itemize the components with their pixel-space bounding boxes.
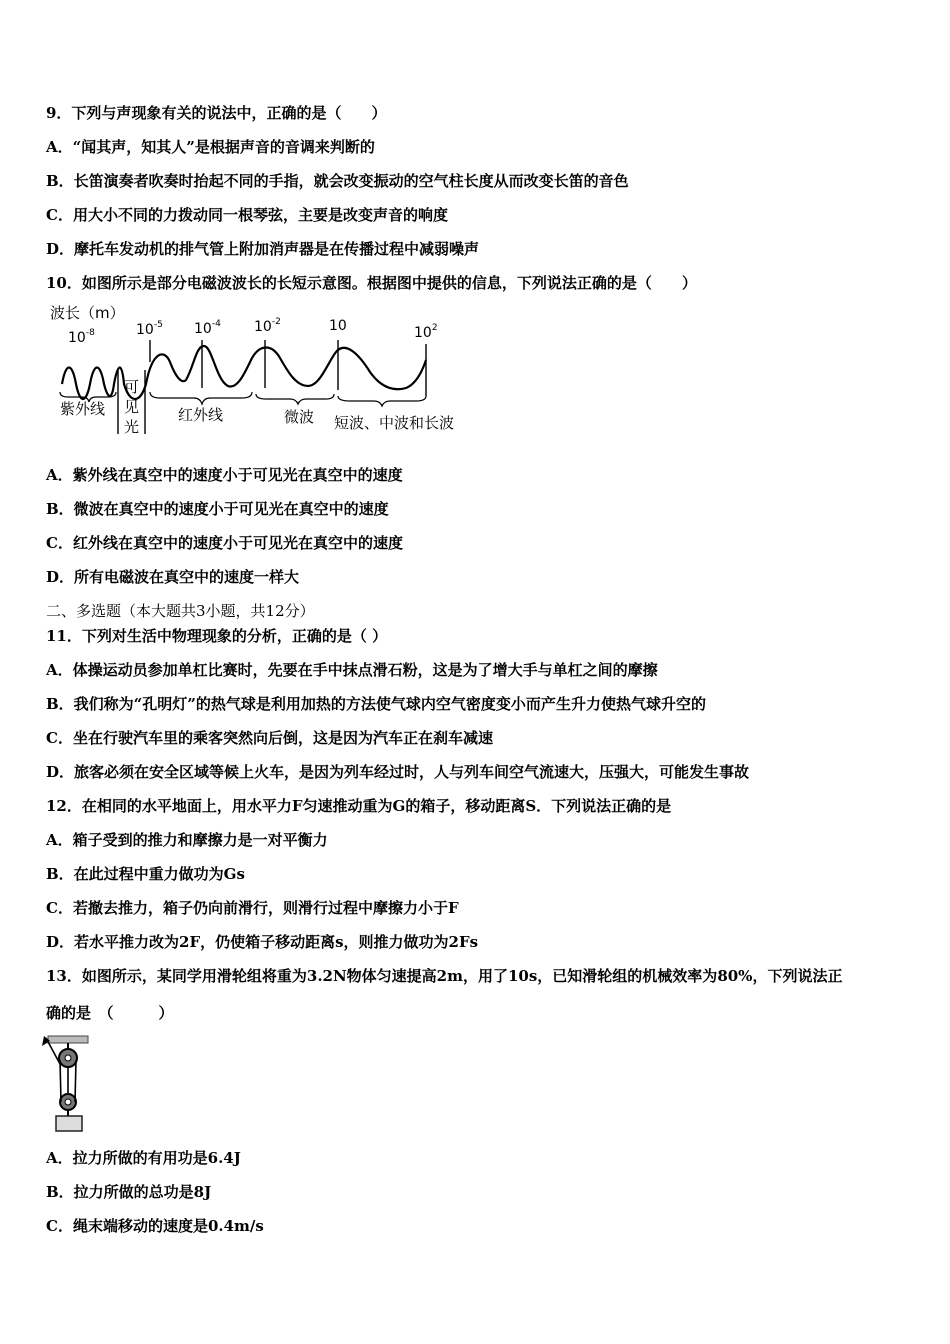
svg-text:10-2 [254,317,281,335]
q12-option-d: D．若水平推力改为2F，仍使箱子移动距离s，则推力做功为2Fs [46,933,479,951]
pulley-figure [38,1034,98,1136]
q9-stem: 9．下列与声现象有关的说法中，正确的是（ ） [46,104,387,122]
q9-option-b: B．长笛演奏者吹奏时抬起不同的手指，就会改变振动的空气柱长度从而改变长笛的音色 [46,172,629,190]
wavelength-axis-label: 波长（m） [50,304,125,322]
q13-stem-line-1: 13．如图所示，某同学用滑轮组将重为3.2N物体匀速提高2m，用了10s，已知滑轮组的机械效率为80%，下列说法正 [46,967,843,985]
q9-option-d: D．摩托车发动机的排气管上附加消声器是在传播过程中减弱噪声 [46,240,480,258]
q13-option-c: C．绳末端移动的速度是0.4m/s [46,1217,264,1235]
q11-option-c: C．坐在行驶汽车里的乘客突然向后倒，这是因为汽车正在刹车减速 [46,729,493,747]
svg-text:102 [414,323,438,341]
tick-base: 10 [254,319,272,335]
ceiling-beam [48,1036,88,1043]
q10-option-b: B．微波在真空中的速度小于可见光在真空中的速度 [46,500,389,518]
band-infrared: 红外线 [178,406,224,424]
q10-option-a: A．紫外线在真空中的速度小于可见光在真空中的速度 [46,466,403,484]
band-visible-3: 光 [124,418,140,436]
q9-option-a: A．“闻其声，知其人”是根据声音的音调来判断的 [46,138,375,156]
tick-exponent: -8 [85,328,95,338]
tick-base: 10 [136,322,154,338]
q12-option-c: C．若撤去推力，箱子仍向前滑行，则滑行过程中摩擦力小于F [46,899,459,917]
fixed-pulley-axle [65,1055,71,1061]
q11-option-d: D．旅客必须在安全区域等候上火车，是因为列车经过时，人与列车间空气流速大，压强大，可能发生事故 [46,763,750,781]
brace-infrared [150,392,252,404]
brace-radio [338,396,426,406]
q12-option-b: B．在此过程中重力做功为Gs [46,865,245,883]
tick-base: 10 [194,321,212,337]
movable-pulley-axle [65,1099,71,1105]
tick-exponent: -2 [271,317,281,327]
tick-exponent: 2 [431,323,438,333]
band-radio: 短波、中波和长波 [334,414,455,432]
em-spectrum-figure [46,300,486,440]
q10-option-d: D．所有电磁波在真空中的速度一样大 [46,568,300,586]
band-ultraviolet: 紫外线 [60,400,106,418]
band-microwave: 微波 [284,408,315,426]
section-heading: 二、多选题（本大题共3小题，共12分） [46,602,315,620]
q11-stem: 11．下列对生活中物理现象的分析，正确的是（ ） [46,627,388,645]
tick-base: 10 [329,318,347,334]
q12-option-a: A．箱子受到的推力和摩擦力是一对平衡力 [46,831,328,849]
svg-text:10 [329,318,347,334]
q12-stem: 12．在相同的水平地面上，用水平力F匀速推动重为G的箱子，移动距离S．下列说法正确的是 [46,797,672,815]
wave-line [62,346,426,399]
band-visible-1: 可 [124,378,140,396]
tick-base: 10 [414,325,432,341]
q11-option-a: A．体操运动员参加单杠比赛时，先要在手中抹点滑石粉，这是为了增大手与单杠之间的摩擦 [46,661,658,679]
brace-microwave [256,394,334,404]
tick-exponent: -4 [211,319,221,329]
load-block [56,1116,82,1131]
q10-stem: 10．如图所示是部分电磁波波长的长短示意图。根据图中提供的信息，下列说法正确的是（ ） [46,274,697,292]
q13-option-b: B．拉力所做的总功是8J [46,1183,212,1201]
q10-option-c: C．红外线在真空中的速度小于可见光在真空中的速度 [46,534,403,552]
band-visible-2: 见 [124,398,140,416]
rope-segment [75,1060,76,1102]
svg-text:10-4 [194,319,221,337]
tick-base: 10 [68,330,86,346]
q13-stem-line-2: 确的是 （ ） [46,1004,174,1022]
svg-text:10-5 [136,320,163,338]
q11-option-b: B．我们称为“孔明灯”的热气球是利用加热的方法使气球内空气密度变小而产生升力使热气球升空的 [46,695,706,713]
q13-option-a: A．拉力所做的有用功是6.4J [46,1149,241,1167]
svg-text:10-8 [68,328,95,346]
q9-option-c: C．用大小不同的力拨动同一根琴弦，主要是改变声音的响度 [46,206,448,224]
rope-segment [60,1060,61,1102]
tick-exponent: -5 [153,320,163,330]
